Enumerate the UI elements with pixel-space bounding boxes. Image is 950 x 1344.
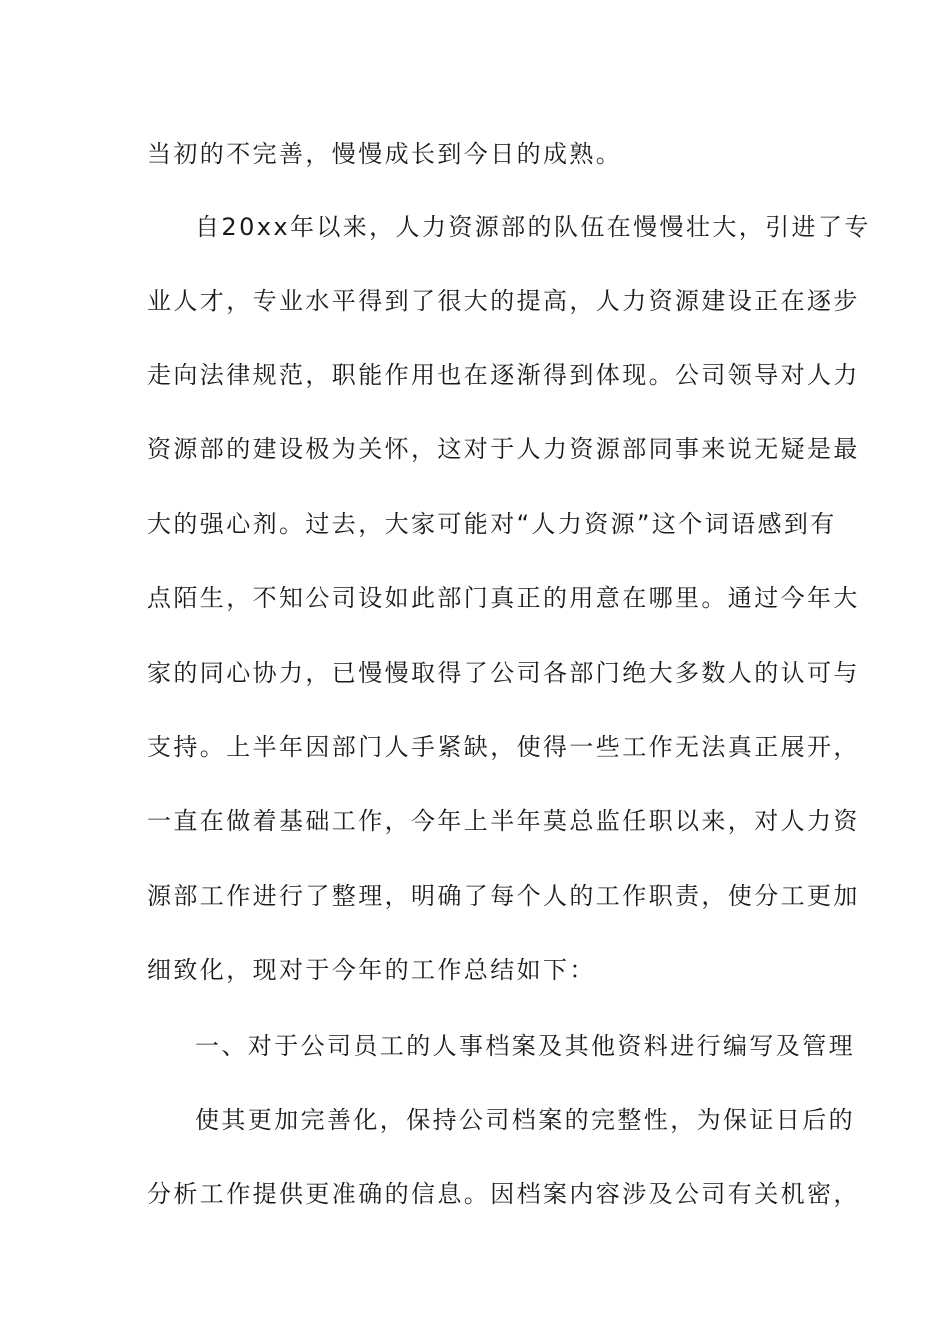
section-heading: 一、对于公司员工的人事档案及其他资料进行编写及管理 (195, 1032, 855, 1060)
text-line: 一直在做着基础工作，今年上半年莫总监任职以来，对人力资 (147, 807, 860, 835)
text-line: 分析工作提供更准确的信息。因档案内容涉及公司有关机密， (147, 1180, 860, 1208)
text-line: 源部工作进行了整理，明确了每个人的工作职责，使分工更加 (147, 882, 860, 910)
text-line: 大的强心剂。过去，大家可能对“人力资源”这个词语感到有 (147, 510, 837, 538)
text-line: 资源部的建设极为关怀，这对于人力资源部同事来说无疑是最 (147, 435, 860, 463)
paragraph-first-line: 自20xx年以来，人力资源部的队伍在慢慢壮大，引进了专 (195, 213, 871, 241)
text-line: 当初的不完善，慢慢成长到今日的成熟。 (147, 140, 623, 168)
text-line: 业人才，专业水平得到了很大的提高，人力资源建设正在逐步 (147, 287, 860, 315)
paragraph-first-line: 使其更加完善化，保持公司档案的完整性，为保证日后的 (195, 1106, 855, 1134)
text-line: 支持。上半年因部门人手紧缺，使得一些工作无法真正展开， (147, 733, 860, 761)
text-line: 走向法律规范，职能作用也在逐渐得到体现。公司领导对人力 (147, 361, 860, 389)
text-line: 细致化，现对于今年的工作总结如下： (147, 956, 596, 984)
text-line: 家的同心协力，已慢慢取得了公司各部门绝大多数人的认可与 (147, 659, 860, 687)
text-line: 点陌生，不知公司设如此部门真正的用意在哪里。通过今年大 (147, 584, 860, 612)
